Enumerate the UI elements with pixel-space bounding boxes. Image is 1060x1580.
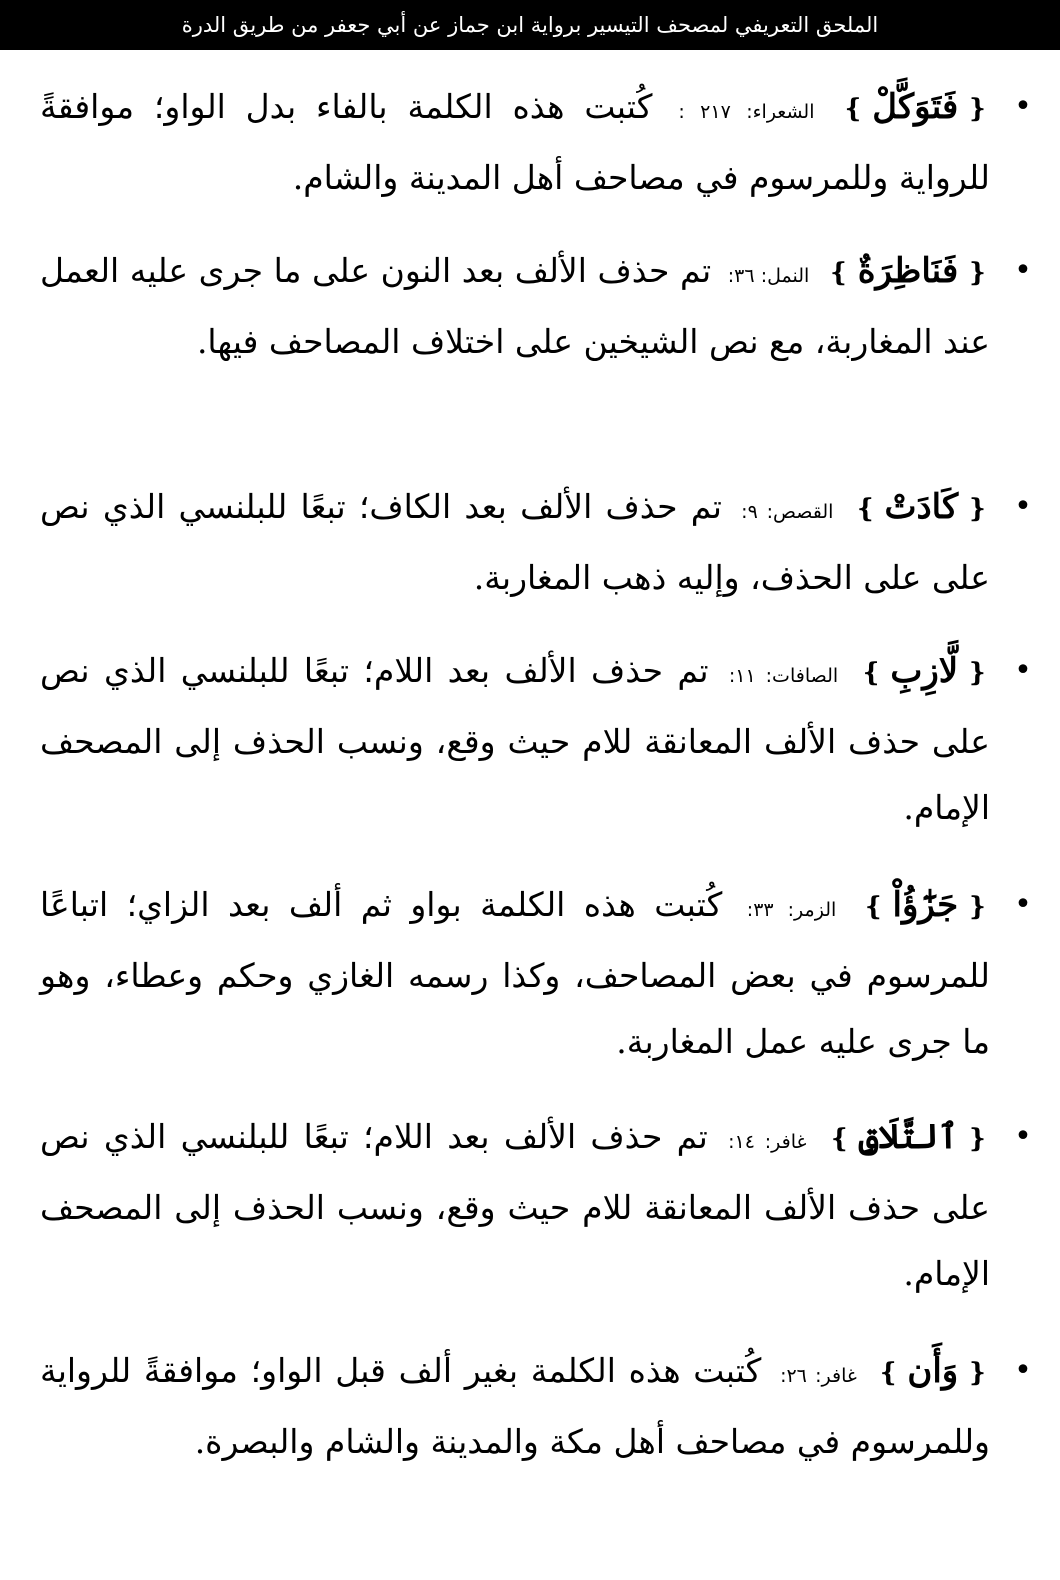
bracket-ornament-right-icon: ❴ (966, 494, 988, 524)
entry-description: كُتبت هذه الكلمة بغير ألف قبل الواو؛ موافقةً للرواية وللمرسوم في مصاحف أهل مكة والمدينة والشام والبصرة. (40, 1351, 990, 1461)
bullet-dot-icon: • (1014, 653, 1032, 688)
surah-reference: الصافات: ١١: (728, 665, 839, 687)
list-item (40, 74, 1038, 211)
entry-description: كُتبت هذه الكلمة بالفاء بدل الواو؛ موافقةً للرواية وللمرسوم في مصاحف أهل المدينة والشام. (40, 87, 990, 197)
bracket-ornament-left-icon: ❵ (827, 258, 850, 288)
entry-description: تم حذف الألف بعد اللام؛ تبعًا للبلنسي الذي نص على حذف الألف المعانقة للام حيث وقع، ونسب الحذف إلى المصحف الإمام. (40, 651, 990, 827)
list-item (40, 474, 1038, 611)
entry-description: كُتبت هذه الكلمة بواو ثم ألف بعد الزاي؛ اتباعًا للمرسوم في بعض المصاحف، وكذا رسمه الغازي وحكم وعطاء، وهو ما جرى عليه عمل المغاربة. (40, 885, 990, 1061)
surah-reference: الزمر: ٣٣: (746, 899, 837, 921)
list-item (40, 872, 1038, 1075)
surah-reference: الشعراء: ٢١٧ : (678, 101, 815, 123)
entry-description: تم حذف الألف بعد الكاف؛ تبعًا للبلنسي الذي نص على على الحذف، وإليه ذهب المغاربة. (40, 487, 990, 597)
bullet-dot-icon: • (1014, 1353, 1032, 1388)
bracket-ornament-left-icon: ❵ (842, 94, 865, 124)
bracket-ornament-left-icon: ❵ (877, 1358, 900, 1388)
bracket-ornament-left-icon: ❵ (862, 892, 885, 922)
header-bar (0, 0, 1060, 50)
list-item (40, 638, 1038, 841)
bracket-ornament-right-icon: ❴ (966, 1358, 988, 1388)
quran-word: فَتَوَكَّلْ (872, 87, 959, 127)
quran-word: لَّازِبِ (890, 651, 959, 691)
list-item (40, 238, 1038, 375)
bracket-ornament-right-icon: ❴ (966, 658, 988, 688)
bracket-ornament-right-icon: ❴ (966, 1124, 988, 1154)
entry-body (40, 74, 990, 211)
bullet-dot-icon: • (1014, 89, 1032, 124)
quran-word: ٱلتَّلَاقِ (858, 1117, 959, 1157)
header-title: الملحق التعريفي لمصحف التيسير برواية ابن جماز عن أبي جعفر من طريق الدرة (181, 12, 879, 37)
bracket-ornament-left-icon: ❵ (828, 1124, 851, 1154)
bracket-ornament-right-icon: ❴ (966, 892, 988, 922)
surah-reference: القصص: ٩: (741, 501, 834, 523)
surah-reference: النمل: ٣٦: (727, 265, 810, 287)
entry-body (40, 872, 990, 1075)
entry-body (40, 638, 990, 841)
quran-word: فَنَاظِرَةٌ (857, 251, 959, 291)
bracket-ornament-right-icon: ❴ (966, 94, 988, 124)
entry-body (40, 1338, 990, 1475)
bracket-ornament-right-icon: ❴ (966, 258, 988, 288)
list-item (40, 1338, 1038, 1475)
bullet-dot-icon: • (1014, 887, 1032, 922)
quran-word: كَادَتْ (884, 487, 959, 527)
quran-word: وَأَن (907, 1351, 959, 1391)
bullet-dot-icon: • (1014, 253, 1032, 288)
list-item (40, 1104, 1038, 1307)
bullet-dot-icon: • (1014, 489, 1032, 524)
quran-word: جَزَٰٓؤُاْ (892, 885, 959, 925)
entry-description: تم حذف الألف بعد النون على ما جرى عليه العمل عند المغاربة، مع نص الشيخين على اختلاف المصاحف فيها. (40, 251, 990, 361)
surah-reference: غافر: ٢٦: (780, 1365, 857, 1387)
bracket-ornament-left-icon: ❵ (860, 658, 883, 688)
bullet-dot-icon: • (1014, 1119, 1032, 1154)
bracket-ornament-left-icon: ❵ (854, 494, 877, 524)
surah-reference: غافر: ١٤: (728, 1131, 807, 1153)
entry-body (40, 474, 990, 611)
entry-body (40, 1104, 990, 1307)
entry-description: تم حذف الألف بعد اللام؛ تبعًا للبلنسي الذي نص على حذف الألف المعانقة للام حيث وقع، ونسب الحذف إلى المصحف الإمام. (40, 1117, 990, 1293)
entry-body (40, 238, 990, 375)
